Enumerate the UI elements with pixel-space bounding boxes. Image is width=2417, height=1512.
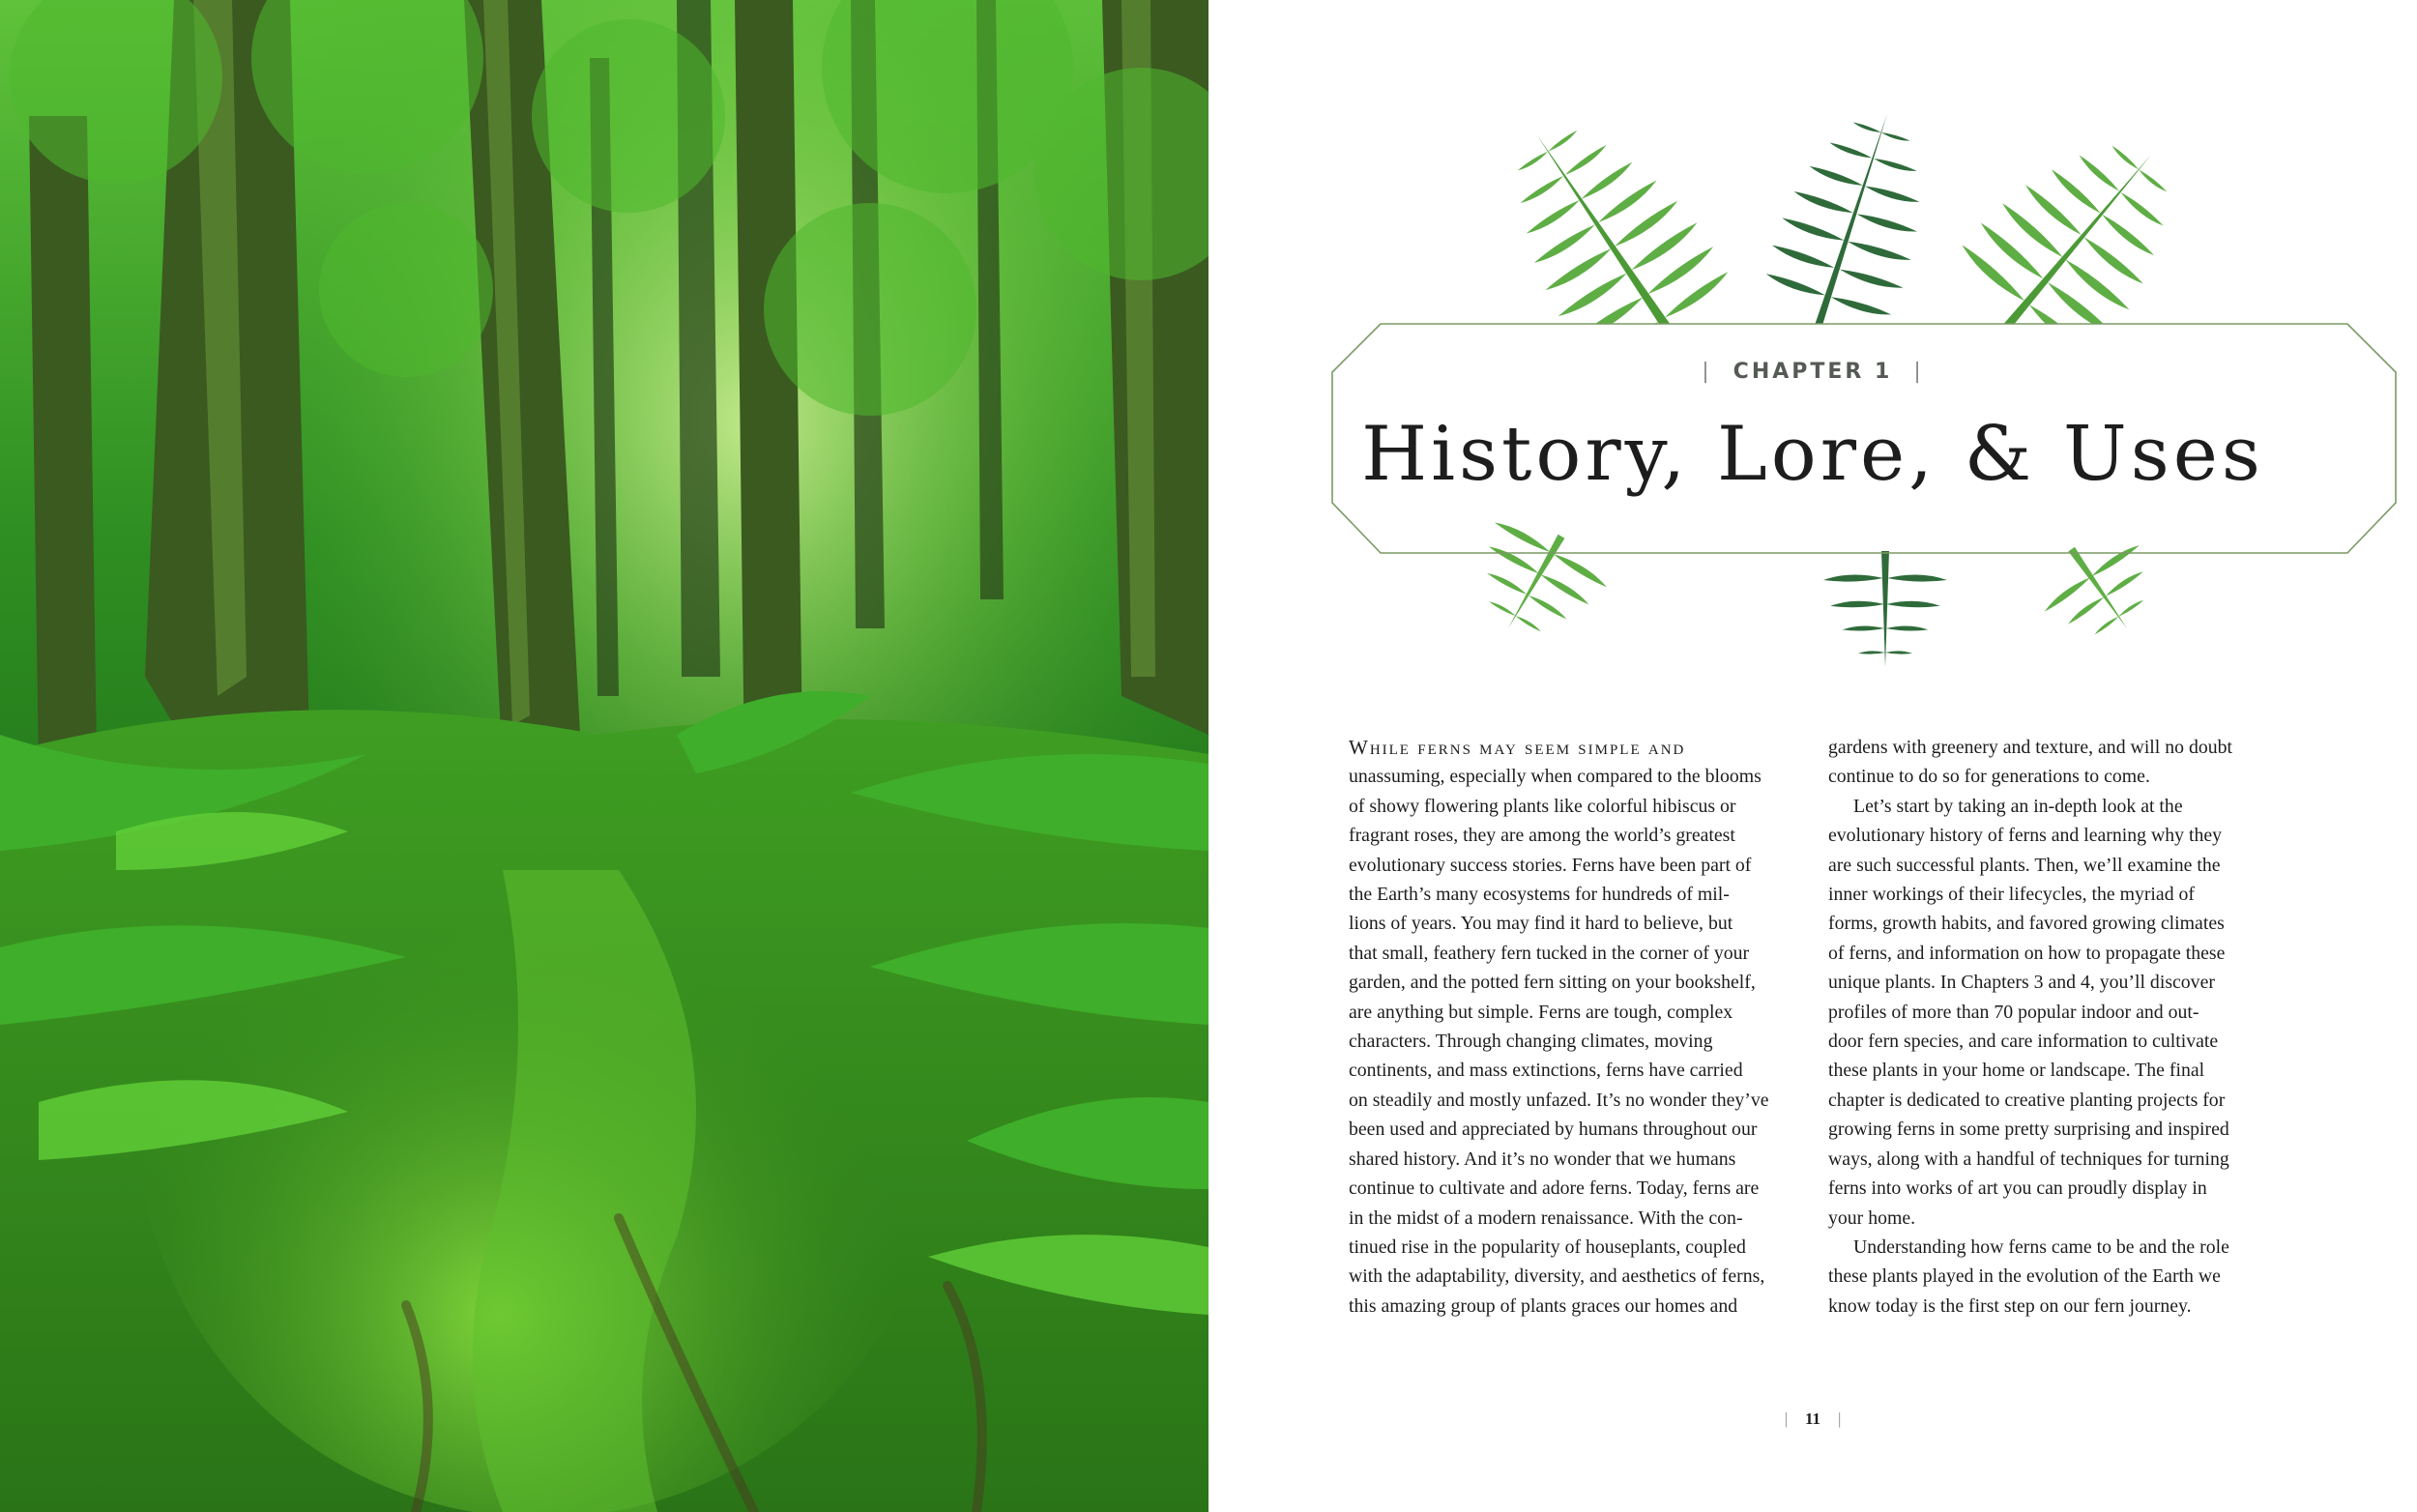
body-column-left	[1349, 733, 1797, 1321]
text-line: ferns into works of art you can proudly display in	[1828, 1178, 2207, 1200]
fern-decoration	[1208, 0, 2417, 696]
text-line: of showy flowering plants like colorful hibiscus or	[1349, 795, 1736, 817]
text-line: ways, along with a handful of techniques for turning	[1828, 1148, 2229, 1170]
text-line: forms, growth habits, and favored growing climates	[1828, 913, 2225, 935]
text-line: this amazing group of plants graces our homes and	[1349, 1294, 1738, 1317]
fern-bottom-center-icon	[1823, 551, 1947, 667]
text-line: garden, and the potted fern sitting on your bookshelf,	[1349, 972, 1756, 994]
text-line: continents, and mass extinctions, ferns have carried	[1349, 1060, 1743, 1082]
paragraph-2	[1828, 792, 2277, 1233]
body-column-right	[1828, 733, 2277, 1321]
text-line: chapter is dedicated to creative planting projects for	[1828, 1089, 2226, 1111]
divider: |	[1838, 1410, 1842, 1428]
text-line: door fern species, and care information to cultivate	[1828, 1031, 2219, 1053]
paragraph-3	[1828, 1233, 2277, 1321]
text-line: of ferns, and information on how to propagate these	[1828, 942, 2226, 964]
text-page	[1208, 0, 2417, 1512]
paragraph-1-continued	[1828, 733, 2277, 792]
text-line: inner workings of their lifecycles, the myriad of	[1828, 884, 2196, 906]
text-line: with the adaptability, diversity, and aesthetics of ferns,	[1349, 1265, 1765, 1288]
paragraph-1	[1349, 733, 1797, 1321]
lead-in: While ferns may seem simple and	[1349, 736, 1686, 759]
chapter-label	[1208, 360, 2417, 384]
text-line: in the midst of a modern renaissance. With the con-	[1349, 1207, 1743, 1229]
text-line: these plants played in the evolution of the Earth we	[1828, 1265, 2221, 1288]
text-line: that small, feathery fern tucked in the corner of your	[1349, 942, 1750, 964]
divider: |	[1784, 1410, 1788, 1428]
chapter-header	[1208, 0, 2417, 696]
text-line: evolutionary history of ferns and learning why they	[1828, 825, 2223, 847]
text-line: tinued rise in the popularity of houseplants, coupled	[1349, 1236, 1746, 1258]
text-line: gardens with greenery and texture, and will no doubt	[1828, 737, 2233, 758]
chapter-title: History, Lore, & Uses	[1361, 411, 2264, 498]
page-number	[1208, 1410, 2417, 1429]
chapter-number: CHAPTER 1	[1733, 360, 1893, 384]
text-line: know today is the first step on our fern journey.	[1828, 1294, 2192, 1317]
page-number-value: 11	[1804, 1410, 1821, 1428]
text-line: unique plants. In Chapters 3 and 4, you’ll discover	[1828, 972, 2215, 994]
text-line: lions of years. You may find it hard to believe, but	[1349, 913, 1733, 935]
text-line: Let’s start by taking an in-depth look at the	[1853, 795, 2183, 817]
text-line: on steadily and mostly unfazed. It’s no wonder they’ve	[1349, 1089, 1769, 1111]
text-line: growing ferns in some pretty surprising and inspired	[1828, 1119, 2229, 1141]
text-line: evolutionary success stories. Ferns have been part of	[1349, 854, 1752, 876]
text-line: continue to cultivate and adore ferns. Today, ferns are	[1349, 1178, 1760, 1200]
text-line: these plants in your home or landscape. The final	[1828, 1060, 2205, 1082]
text-line: characters. Through changing climates, moving	[1349, 1031, 1713, 1053]
forest-illustration	[0, 0, 1208, 1512]
text-line: profiles of more than 70 popular indoor and out-	[1828, 1001, 2199, 1023]
text-line: continue to do so for generations to come.	[1828, 766, 2150, 788]
text-line: been used and appreciated by humans throughout our	[1349, 1119, 1758, 1141]
divider: |	[1702, 360, 1712, 384]
text-line: your home.	[1828, 1207, 1916, 1229]
text-line: fragrant roses, they are among the world’s greatest	[1349, 825, 1735, 847]
divider: |	[1913, 360, 1924, 384]
text-line: unassuming, especially when compared to the blooms	[1349, 766, 1762, 788]
text-line: Understanding how ferns came to be and the role	[1853, 1236, 2229, 1258]
text-line: are anything but simple. Ferns are tough, complex	[1349, 1001, 1733, 1023]
text-line: are such successful plants. Then, we’ll examine the	[1828, 854, 2221, 876]
forest-photograph	[0, 0, 1208, 1512]
text-line: the Earth’s many ecosystems for hundreds of mil-	[1349, 884, 1730, 906]
text-line: shared history. And it’s no wonder that we humans	[1349, 1148, 1736, 1170]
